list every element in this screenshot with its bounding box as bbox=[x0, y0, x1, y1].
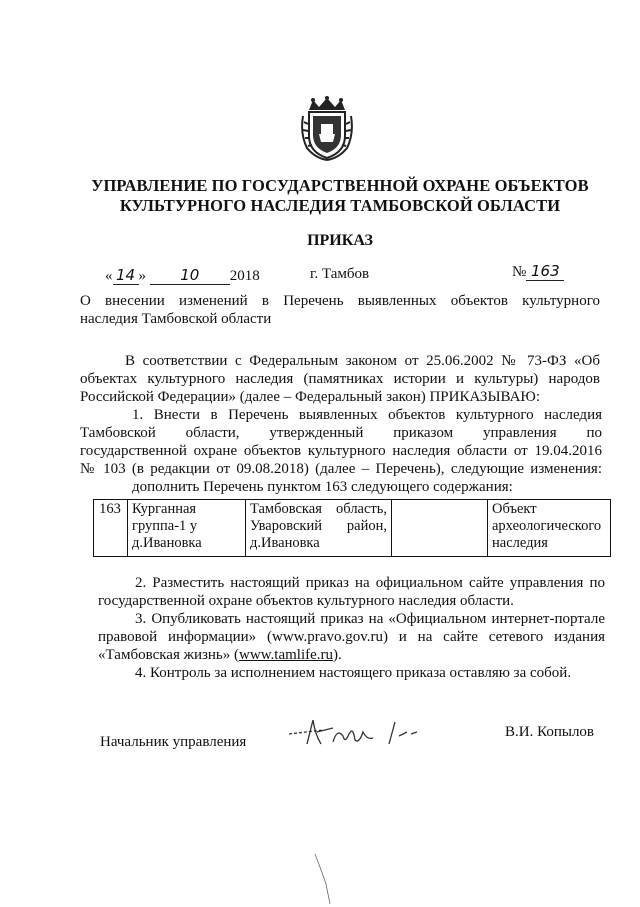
item-3-line: правовой информации» (www.pravo.gov.ru) и на сайте сетевого издания bbox=[98, 629, 605, 645]
coat-of-arms-icon bbox=[299, 96, 355, 162]
name-line: группа-1 у bbox=[132, 518, 198, 534]
item-2-line: 2. Разместить настоящий приказ на официальном сайте управления по bbox=[135, 575, 605, 591]
date-quote-close: » bbox=[138, 268, 146, 284]
subject-line: наследия Тамбовской области bbox=[80, 311, 272, 327]
item-3 bbox=[80, 610, 605, 664]
item-1-line: дополнить Перечень пунктом 163 следующего содержания: bbox=[132, 479, 513, 495]
city: г. Тамбов bbox=[310, 266, 370, 282]
date-day: 14 bbox=[113, 266, 139, 285]
name-line: д.Ивановка bbox=[132, 535, 202, 551]
item-1-line: государственной охране объектов культурного наследия области от 19.04.2016 bbox=[80, 443, 602, 459]
table-number-text: 163 bbox=[99, 501, 121, 517]
subject bbox=[80, 292, 600, 328]
preamble-line: В соответствии с Федеральным законом от 25.06.2002 № 73-ФЗ «Об bbox=[125, 353, 600, 369]
tamlife-link[interactable]: www.tamlife.ru bbox=[239, 647, 334, 663]
item-3-text: «Тамбовская жизнь» ( bbox=[98, 647, 240, 663]
item-2-line: государственной охране объектов культурного наследия области. bbox=[98, 593, 514, 609]
subject-line: О внесении изменений в Перечень выявленных объектов культурного bbox=[80, 293, 600, 309]
table-cell-empty bbox=[391, 499, 487, 557]
handwritten-signature-icon bbox=[285, 714, 420, 754]
signatory-position: Начальник управления bbox=[100, 734, 247, 750]
order-number bbox=[512, 262, 564, 281]
category-line: археологического bbox=[492, 518, 602, 534]
item-3-line bbox=[80, 646, 605, 664]
org-name-line2: КУЛЬТУРНОГО НАСЛЕДИЯ ТАМБОВСКОЙ ОБЛАСТИ bbox=[119, 196, 561, 215]
address-line: Уваровский район, bbox=[250, 518, 387, 534]
item-1-line: Тамбовской области, утвержденный приказом управления по bbox=[80, 425, 602, 441]
date-field bbox=[105, 266, 260, 285]
category-line: Объект bbox=[492, 501, 537, 517]
preamble bbox=[80, 352, 600, 406]
item-1-line: № 103 (в редакции от 09.08.2018) (далее – Перечень), следующие изменения: bbox=[80, 461, 602, 477]
address-line: Тамбовская область, bbox=[250, 501, 387, 517]
org-name-line1: УПРАВЛЕНИЕ ПО ГОСУДАРСТВЕННОЙ ОХРАНЕ ОБЪЕКТОВ bbox=[91, 176, 589, 195]
objects-table bbox=[93, 499, 611, 557]
item-3-text: ). bbox=[333, 647, 342, 663]
signatory-name: В.И. Копылов bbox=[505, 724, 595, 740]
pen-mark-icon bbox=[312, 852, 342, 907]
date-quote-open: « bbox=[105, 268, 113, 284]
number-value: 163 bbox=[526, 262, 564, 281]
table-cell-name bbox=[127, 499, 245, 557]
preamble-line: Российской Федерации» (далее – Федеральный закон) ПРИКАЗЫВАЮ: bbox=[80, 389, 541, 405]
item-1-line: 1. Внести в Перечень выявленных объектов культурного наследия bbox=[132, 407, 602, 423]
number-label: № bbox=[512, 264, 527, 280]
document-title: ПРИКАЗ bbox=[307, 232, 373, 249]
date-month: 10 bbox=[150, 266, 230, 285]
table-cell-number bbox=[93, 499, 127, 557]
date-year: 2018 bbox=[229, 268, 260, 284]
table-cell-address bbox=[245, 499, 391, 557]
item-4 bbox=[80, 664, 605, 682]
table-cell-category bbox=[487, 499, 611, 557]
address-line: д.Ивановка bbox=[250, 535, 320, 551]
name-line: Курганная bbox=[132, 501, 197, 517]
item-3-line: 3. Опубликовать настоящий приказ на «Официальном интернет-портале bbox=[135, 611, 605, 627]
item-1 bbox=[80, 406, 602, 496]
category-line: наследия bbox=[492, 535, 548, 551]
preamble-line: объектах культурного наследия (памятниках истории и культуры) народов bbox=[80, 371, 600, 387]
item-2 bbox=[80, 574, 605, 610]
item-4-line: 4. Контроль за исполнением настоящего приказа оставляю за собой. bbox=[135, 665, 572, 681]
